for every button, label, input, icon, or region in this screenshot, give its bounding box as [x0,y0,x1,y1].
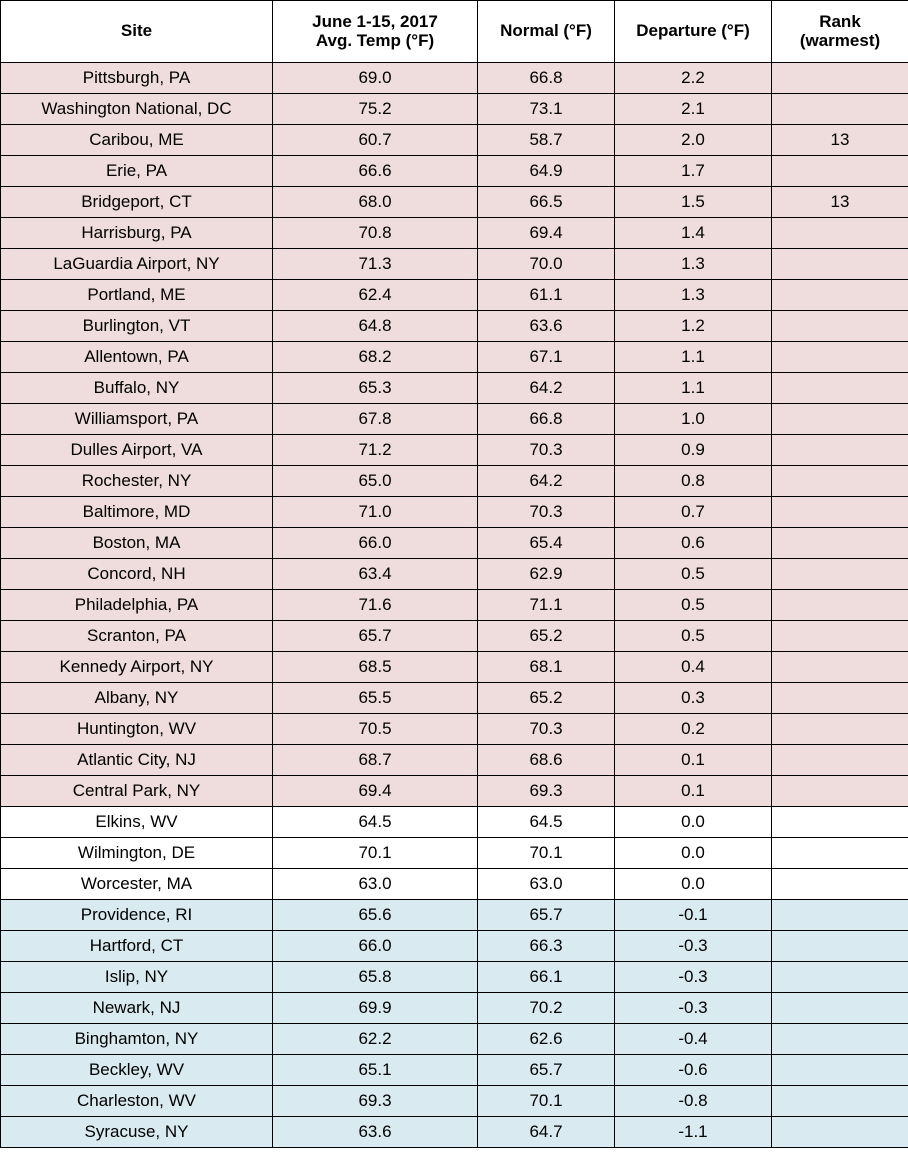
cell-departure: 0.5 [615,559,772,590]
table-row [1,435,908,466]
cell-site: Buffalo, NY [1,373,273,404]
cell-avg: 68.0 [273,187,478,218]
table-row [1,528,908,559]
cell-site: Boston, MA [1,528,273,559]
cell-site: Charleston, WV [1,1086,273,1117]
table-row [1,497,908,528]
cell-departure: -1.1 [615,1117,772,1148]
cell-normal: 70.1 [478,838,615,869]
cell-normal: 70.3 [478,435,615,466]
cell-departure: 0.7 [615,497,772,528]
cell-normal: 62.9 [478,559,615,590]
cell-normal: 65.2 [478,683,615,714]
cell-rank [772,94,908,125]
cell-rank [772,931,908,962]
table-row [1,466,908,497]
table-row [1,1055,908,1086]
table-header-row [1,1,908,63]
cell-site: Albany, NY [1,683,273,714]
cell-avg: 63.6 [273,1117,478,1148]
cell-site: Burlington, VT [1,311,273,342]
cell-normal: 66.8 [478,63,615,94]
cell-rank [772,559,908,590]
cell-site: Islip, NY [1,962,273,993]
table-row [1,993,908,1024]
cell-departure: 1.7 [615,156,772,187]
cell-departure: 1.5 [615,187,772,218]
cell-site: LaGuardia Airport, NY [1,249,273,280]
cell-site: Rochester, NY [1,466,273,497]
cell-site: Baltimore, MD [1,497,273,528]
cell-avg: 67.8 [273,404,478,435]
column-header-departure [615,1,772,63]
cell-avg: 71.6 [273,590,478,621]
cell-departure: 1.4 [615,218,772,249]
table-row [1,590,908,621]
cell-rank [772,869,908,900]
cell-avg: 71.0 [273,497,478,528]
table-row [1,559,908,590]
cell-normal: 61.1 [478,280,615,311]
cell-departure: 0.0 [615,869,772,900]
table-row [1,373,908,404]
table-row [1,125,908,156]
cell-site: Worcester, MA [1,869,273,900]
cell-rank [772,1024,908,1055]
cell-rank: 13 [772,125,908,156]
cell-rank [772,528,908,559]
cell-departure: 2.1 [615,94,772,125]
cell-site: Scranton, PA [1,621,273,652]
cell-rank: 13 [772,187,908,218]
cell-departure: -0.8 [615,1086,772,1117]
cell-rank [772,466,908,497]
cell-normal: 64.2 [478,466,615,497]
cell-departure: -0.6 [615,1055,772,1086]
cell-normal: 67.1 [478,342,615,373]
table-row [1,187,908,218]
table-row [1,1086,908,1117]
cell-normal: 73.1 [478,94,615,125]
cell-normal: 70.2 [478,993,615,1024]
cell-normal: 69.4 [478,218,615,249]
cell-rank [772,1086,908,1117]
column-header-line: Rank [819,11,861,31]
cell-normal: 64.7 [478,1117,615,1148]
cell-normal: 70.1 [478,1086,615,1117]
cell-departure: 0.5 [615,590,772,621]
cell-avg: 60.7 [273,125,478,156]
cell-avg: 65.5 [273,683,478,714]
cell-departure: 0.1 [615,776,772,807]
cell-site: Central Park, NY [1,776,273,807]
cell-rank [772,1055,908,1086]
cell-normal: 65.7 [478,900,615,931]
cell-avg: 64.5 [273,807,478,838]
cell-site: Hartford, CT [1,931,273,962]
cell-avg: 70.5 [273,714,478,745]
table-row [1,1117,908,1148]
cell-site: Binghamton, NY [1,1024,273,1055]
table-row [1,931,908,962]
cell-normal: 63.0 [478,869,615,900]
cell-rank [772,993,908,1024]
cell-departure: 1.3 [615,280,772,311]
cell-rank [772,435,908,466]
cell-avg: 65.7 [273,621,478,652]
cell-departure: 1.3 [615,249,772,280]
cell-avg: 70.8 [273,218,478,249]
cell-departure: 0.0 [615,838,772,869]
cell-rank [772,63,908,94]
cell-rank [772,621,908,652]
column-header-line: Site [120,21,153,41]
cell-normal: 68.6 [478,745,615,776]
cell-avg: 66.6 [273,156,478,187]
cell-site: Beckley, WV [1,1055,273,1086]
column-header-site [1,1,273,63]
cell-departure: 1.1 [615,342,772,373]
cell-normal: 66.3 [478,931,615,962]
cell-rank [772,776,908,807]
cell-rank [772,404,908,435]
table-row [1,714,908,745]
cell-avg: 63.4 [273,559,478,590]
cell-site: Wilmington, DE [1,838,273,869]
cell-avg: 71.3 [273,249,478,280]
cell-departure: 0.0 [615,807,772,838]
table-row [1,745,908,776]
cell-site: Providence, RI [1,900,273,931]
cell-departure: -0.3 [615,962,772,993]
cell-normal: 70.3 [478,714,615,745]
cell-site: Dulles Airport, VA [1,435,273,466]
table-row [1,249,908,280]
cell-departure: 1.1 [615,373,772,404]
cell-avg: 65.1 [273,1055,478,1086]
cell-avg: 65.8 [273,962,478,993]
cell-departure: -0.3 [615,993,772,1024]
table-header [1,1,908,63]
cell-avg: 71.2 [273,435,478,466]
cell-avg: 66.0 [273,528,478,559]
table-row [1,63,908,94]
cell-site: Williamsport, PA [1,404,273,435]
cell-avg: 68.2 [273,342,478,373]
cell-site: Washington National, DC [1,94,273,125]
cell-rank [772,249,908,280]
cell-rank [772,683,908,714]
cell-avg: 65.6 [273,900,478,931]
cell-site: Bridgeport, CT [1,187,273,218]
cell-rank [772,280,908,311]
table-row [1,683,908,714]
cell-rank [772,652,908,683]
column-header-line: Departure (°F) [636,21,750,41]
cell-site: Elkins, WV [1,807,273,838]
cell-site: Newark, NJ [1,993,273,1024]
cell-avg: 69.0 [273,63,478,94]
column-header-avg [273,1,478,63]
cell-avg: 63.0 [273,869,478,900]
cell-avg: 69.9 [273,993,478,1024]
cell-departure: 0.6 [615,528,772,559]
cell-departure: 0.1 [615,745,772,776]
cell-avg: 75.2 [273,94,478,125]
table-row [1,776,908,807]
table-row [1,807,908,838]
cell-normal: 65.4 [478,528,615,559]
cell-departure: 1.2 [615,311,772,342]
cell-normal: 68.1 [478,652,615,683]
cell-normal: 58.7 [478,125,615,156]
cell-site: Pittsburgh, PA [1,63,273,94]
table-row [1,94,908,125]
cell-avg: 66.0 [273,931,478,962]
cell-site: Portland, ME [1,280,273,311]
column-header-line: Normal (°F) [500,21,592,41]
cell-normal: 69.3 [478,776,615,807]
cell-rank [772,590,908,621]
cell-departure: 0.5 [615,621,772,652]
cell-normal: 62.6 [478,1024,615,1055]
cell-avg: 68.5 [273,652,478,683]
cell-normal: 64.5 [478,807,615,838]
cell-avg: 62.2 [273,1024,478,1055]
cell-rank [772,373,908,404]
cell-departure: 0.4 [615,652,772,683]
cell-site: Kennedy Airport, NY [1,652,273,683]
cell-normal: 64.2 [478,373,615,404]
cell-departure: 0.2 [615,714,772,745]
cell-site: Caribou, ME [1,125,273,156]
cell-rank [772,497,908,528]
table-row [1,621,908,652]
cell-rank [772,1117,908,1148]
table-body [1,63,908,1148]
table-row [1,838,908,869]
cell-site: Atlantic City, NJ [1,745,273,776]
cell-departure: 2.2 [615,63,772,94]
cell-normal: 66.8 [478,404,615,435]
cell-normal: 66.1 [478,962,615,993]
table-row [1,280,908,311]
cell-avg: 64.8 [273,311,478,342]
cell-normal: 64.9 [478,156,615,187]
cell-avg: 65.3 [273,373,478,404]
cell-rank [772,745,908,776]
cell-rank [772,900,908,931]
cell-site: Philadelphia, PA [1,590,273,621]
cell-departure: 2.0 [615,125,772,156]
table-row [1,404,908,435]
table-row [1,156,908,187]
cell-site: Allentown, PA [1,342,273,373]
column-header-rank [772,1,908,63]
cell-site: Syracuse, NY [1,1117,273,1148]
cell-normal: 65.2 [478,621,615,652]
cell-avg: 62.4 [273,280,478,311]
cell-rank [772,218,908,249]
cell-departure: 1.0 [615,404,772,435]
column-header-line: (warmest) [799,30,881,50]
table-row [1,962,908,993]
cell-normal: 70.3 [478,497,615,528]
cell-avg: 70.1 [273,838,478,869]
cell-rank [772,156,908,187]
cell-avg: 65.0 [273,466,478,497]
table-row [1,1024,908,1055]
cell-site: Huntington, WV [1,714,273,745]
cell-normal: 65.7 [478,1055,615,1086]
cell-rank [772,838,908,869]
cell-rank [772,962,908,993]
cell-rank [772,342,908,373]
cell-departure: 0.3 [615,683,772,714]
table-row [1,652,908,683]
cell-avg: 68.7 [273,745,478,776]
table-row [1,342,908,373]
cell-departure: -0.3 [615,931,772,962]
cell-departure: 0.9 [615,435,772,466]
cell-site: Concord, NH [1,559,273,590]
cell-site: Harrisburg, PA [1,218,273,249]
cell-departure: 0.8 [615,466,772,497]
table-row [1,218,908,249]
cell-avg: 69.4 [273,776,478,807]
cell-site: Erie, PA [1,156,273,187]
cell-normal: 70.0 [478,249,615,280]
cell-rank [772,311,908,342]
cell-avg: 69.3 [273,1086,478,1117]
cell-normal: 63.6 [478,311,615,342]
column-header-line: June 1-15, 2017 [312,11,438,31]
cell-normal: 71.1 [478,590,615,621]
cell-rank [772,807,908,838]
cell-departure: -0.4 [615,1024,772,1055]
column-header-normal [478,1,615,63]
table-row [1,900,908,931]
column-header-line: Avg. Temp (°F) [315,30,435,50]
cell-departure: -0.1 [615,900,772,931]
cell-rank [772,714,908,745]
table-row [1,869,908,900]
cell-normal: 66.5 [478,187,615,218]
table-row [1,311,908,342]
